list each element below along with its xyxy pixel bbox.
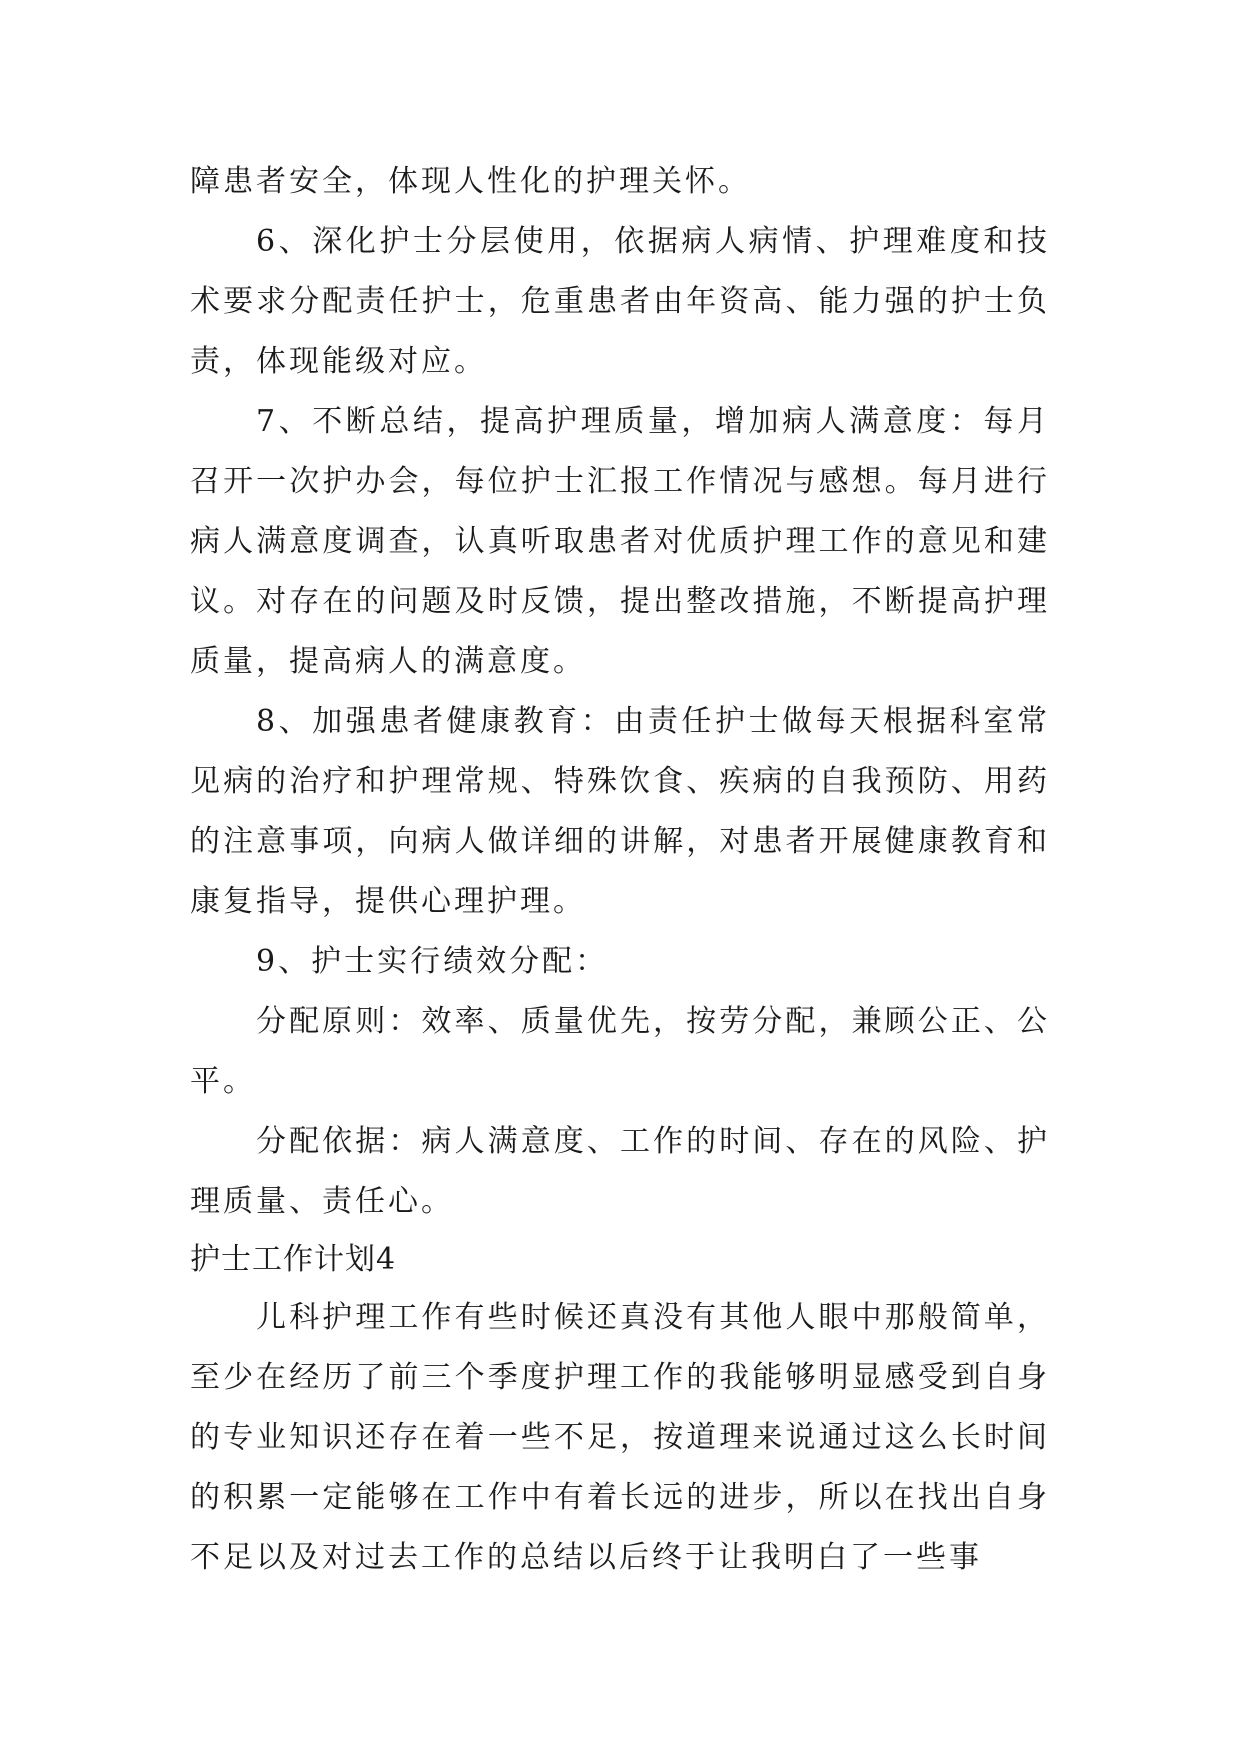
paragraph-distribution-basis: 分配依据：病人满意度、工作的时间、存在的风险、护理质量、责任心。 bbox=[190, 1124, 1050, 1219]
paragraph-distribution-principle: 分配原则：效率、质量优先，按劳分配，兼顾公正、公平。 bbox=[190, 1004, 1050, 1099]
paragraph-item-9: 9、护士实行绩效分配： bbox=[256, 944, 609, 979]
paragraph-item-6: 6、深化护士分层使用，依据病人病情、护理难度和技术要求分配责任护士，危重患者由年资高、能力强的护士负责，体现能级对应。 bbox=[190, 224, 1050, 379]
paragraph-item-7: 7、不断总结，提高护理质量，增加病人满意度：每月召开一次护办会，每位护士汇报工作情况与感想。每月进行病人满意度调查，认真听取患者对优质护理工作的意见和建议。对存在的问题及时反馈，提出整改措施，不断提高护理质量，提高病人的满意度。 bbox=[190, 404, 1050, 679]
section-heading: 护士工作计划4 bbox=[190, 1242, 397, 1277]
paragraph-continuation: 障患者安全，体现人性化的护理关怀。 bbox=[190, 164, 751, 199]
paragraph-item-8: 8、加强患者健康教育：由责任护士做每天根据科室常见病的治疗和护理常规、特殊饮食、疾病的自我预防、用药的注意事项，向病人做详细的讲解，对患者开展健康教育和康复指导，提供心理护理。 bbox=[190, 704, 1050, 919]
document-body bbox=[190, 152, 1050, 1588]
paragraph-section-4-intro: 儿科护理工作有些时候还真没有其他人眼中那般简单，至少在经历了前三个季度护理工作的我能够明显感受到自身的专业知识还存在着一些不足，按道理来说通过这么长时间的积累一定能够在工作中有着长远的进步，所以在找出自身不足以及对过去工作的总结以后终于让我明白了一些事 bbox=[190, 1300, 1050, 1575]
